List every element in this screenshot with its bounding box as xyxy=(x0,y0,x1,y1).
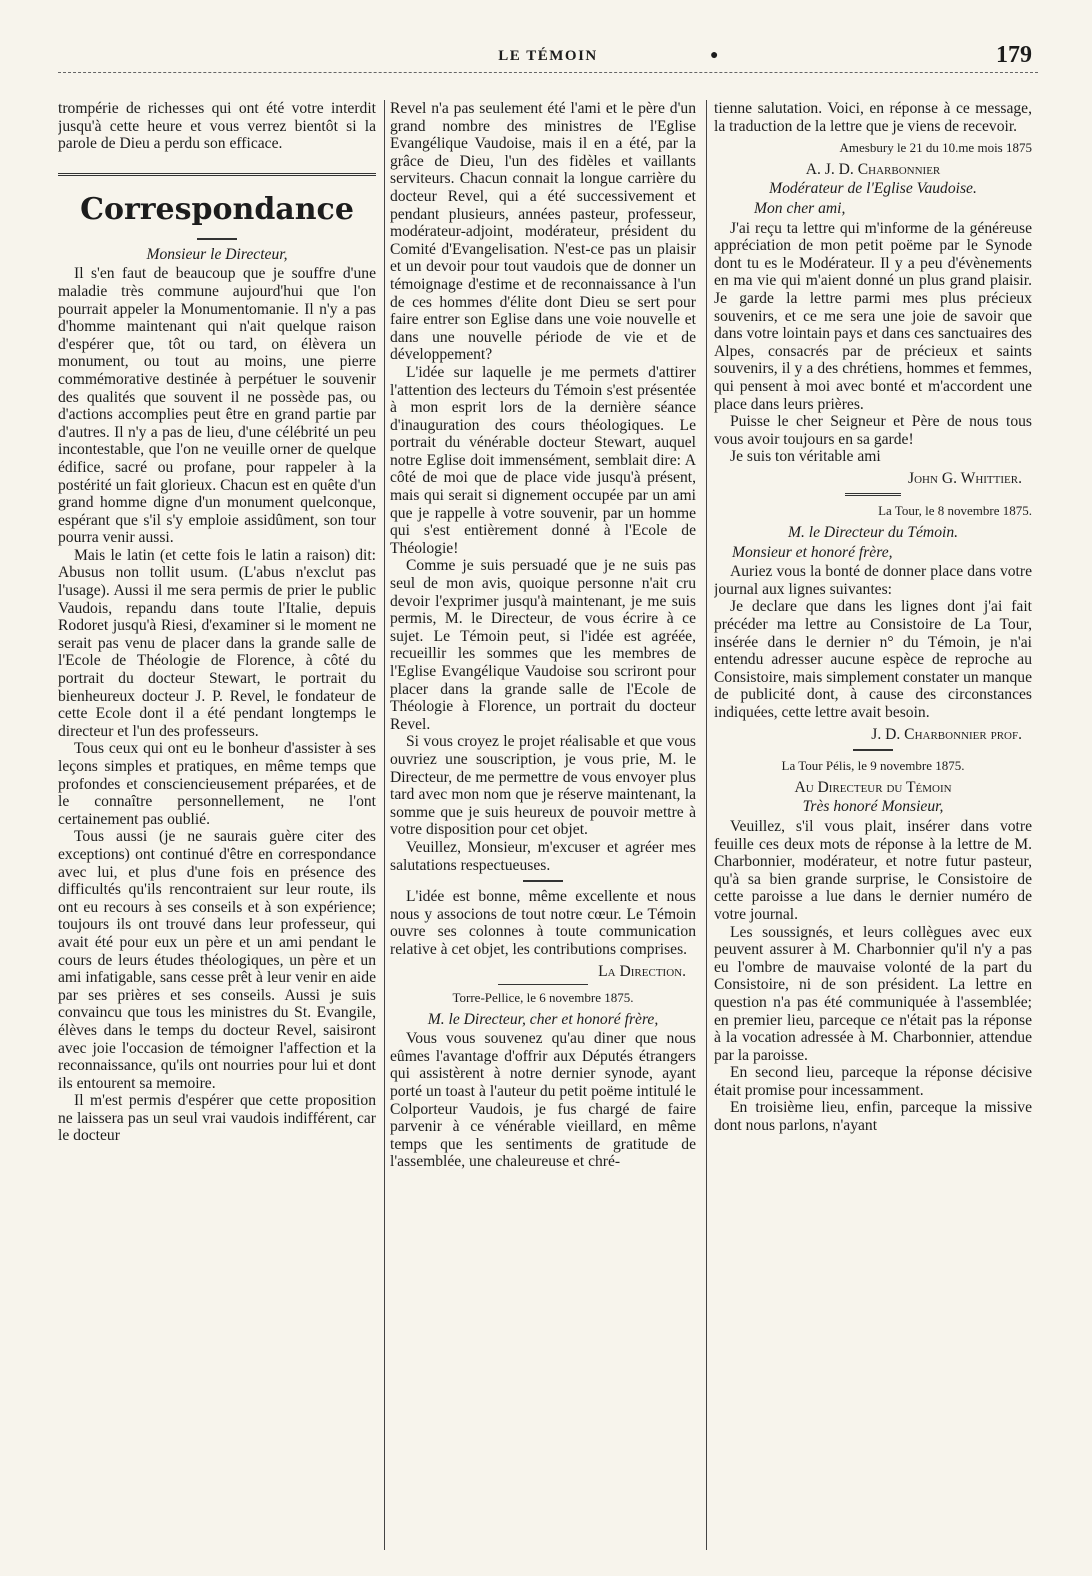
paragraph: Puisse le cher Seigneur et Père de nous tous vous avoir toujours en sa garde! xyxy=(714,413,1032,448)
paragraph: Il s'en faut de beaucoup que je souffre d'une maladie très commune aujourd'hui que l'on pourrait appeler la Monumentomanie. Il n'y a pas d'homme maintenant qui n'ait quelque raison d'espérer que, tôt ou tard, on élèvera un monument, ou tout au moins, une pierre commémorative destinée à perpétuer le souvenir des qualités que souvent il ne possède pas, ou d'actions accomplies peut être en grand partie par d'autres. Il n'y a pas de lieu, d'une célébrité un peu incontestable, que l'on ne veuille orner de quelque édifice, sacré ou profane, pour rappeler à la postérité un fait glorieux. Chacun est en quête d'un grand homme digne d'un monument quelconque, espérant que s'il s'y emploie assidûment, son tour pourra venir aussi. xyxy=(58,265,376,547)
salutation: Monsieur le Directeur, xyxy=(146,245,288,263)
short-rule xyxy=(523,880,563,882)
paragraph: Tous ceux qui ont eu le bonheur d'assister à ses leçons simples et pratiques, en même temps que profondes et consciencieusement préparées, et de le connaître personnellement, ne l'ont certainement pas oublié. xyxy=(58,740,376,828)
dateline: La Tour Pélis, le 9 novembre 1875. xyxy=(781,758,965,774)
paragraph: L'idée est bonne, même excellente et nous nous y associons de tout notre cœur. Le Témoin ouvre ses colonnes à toute communication relative à cet objet, les contributions comprises. xyxy=(390,888,696,958)
paragraph: tienne salutation. Voici, en réponse à ce message, la traduction de la lettre que je viens de recevoir. xyxy=(714,100,1032,135)
paragraph: Tous aussi (je ne saurais guère citer des exceptions) ont continué d'être en correspondance avec lui, et plus d'une fois en présence des difficultés qu'ils rencontraient sur leur route, ils ont eu recours à ses conseils et à son expérience; toujours ils ont trouvé dans leur professeur, qui avait été pour eux un père et un ami pendant le cours de leurs études théologiques, un père et un ami infatigable, sans cesse prêt à leur venir en aide par ses prières et ses conseils. Aussi je suis convaincu que tous les ministres du St. Evangile, élèves dans le temps du docteur Revel, saisiront avec joie l'occasion de témoigner l'affection et la reconnaissance, qu'ils ont nourries pour lui et dont ils entourent sa memoire. xyxy=(58,828,376,1092)
dateline: Torre-Pellice, le 6 novembre 1875. xyxy=(452,990,634,1006)
short-rule xyxy=(853,749,893,751)
paragraph: trompérie de richesses qui ont été votre interdit jusqu'à cette heure et vous verrez bientôt si la parole de Dieu a perdu son efficace. xyxy=(58,100,376,153)
column-2 xyxy=(390,100,696,1550)
column-divider xyxy=(706,100,707,1550)
short-rule xyxy=(845,493,901,496)
paragraph: Auriez vous la bonté de donner place dans votre journal aux lignes suivantes: xyxy=(714,563,1032,598)
section-divider xyxy=(58,173,376,176)
signature: J. D. Charbonnier prof. xyxy=(871,725,1022,743)
masthead-title: LE TÉMOIN xyxy=(498,48,598,64)
addressee: A. J. D. Charbonnier xyxy=(805,160,941,178)
paragraph: Veuillez, s'il vous plait, insérer dans votre feuille ces deux mots de réponse à la lettre de M. Charbonnier, modérateur, et notre futur pasteur, qu'à sa bien grande surprise, le Consistoire de cette paroisse a lue dans le dernier numéro de votre journal. xyxy=(714,817,1032,923)
salutation: Mon cher ami, xyxy=(754,199,846,217)
column-3 xyxy=(714,100,1032,1550)
signature: La Direction. xyxy=(598,962,686,980)
paragraph: J'ai reçu ta lettre qui m'informe de la généreuse appréciation de mon petit poëme par le Synode dont tu es le Modérateur. Il y a peu d'évènements en ma vie qui m'aient donné un plus grand plaisir. Je garde la lettre parmi mes plus précieux souvenirs, et ce me sera une joie de savoir que dans votre lointain pays et dans ces sanctuaires des Alpes, consacrés par de précieux et saints souvenirs, il y a des chrétiens, hommes et femmes, qui pensent à moi avec bonté et m'accordent une place dans leurs prières. xyxy=(714,219,1032,413)
paragraph: Revel n'a pas seulement été l'ami et le père d'un grand nombre des ministres de l'Eglise Evangélique Vaudoise, mais il en a été, par la grâce de Dieu, l'un des fidèles et vaillants serviteurs. Chacun connait la longue carrière du docteur Revel, qui a été successivement et pendant plusieurs, années pasteur, professeur, modérateur-adjoint, modérateur, président du Comité d'Evangelisation. N'est-ce pas un plaisir et un devoir pour tout vaudois que de donner un témoignage d'estime et de reconnaissance à l'un de ces hommes d'élite dont Dieu se sert pour faire entrer son Eglise dans une voie nouvelle et dans une nouvelle période de vie et de développement? xyxy=(390,100,696,364)
salutation: M. le Directeur, cher et honoré frère, xyxy=(427,1010,659,1028)
salutation: Très honoré Monsieur, xyxy=(802,798,944,816)
section-heading: Correspondance xyxy=(80,191,354,227)
short-rule xyxy=(197,238,237,240)
addressee: M. le Directeur du Témoin. xyxy=(787,524,959,542)
paragraph: Comme je suis persuadé que je ne suis pas seul de mon avis, quoique personne n'ait cru devoir l'exprimer jusqu'à maintenant, je me suis permis, M. le Directeur, de vous écrire à ce sujet. Le Témoin peut, si l'idée est agréée, recueillir les sommes que les membres de l'Eglise Evangélique Vaudoise sou scriront pour placer dans la grande salle de l'Ecole de Théologie à Florence, un portrait du docteur Revel. xyxy=(390,557,696,733)
paragraph: Vous vous souvenez qu'au diner que nous eûmes l'avantage d'offrir aux Députés étrangers qui assistèrent à notre dernier synode, ayant porté un toast à l'auteur du petit poëme intitulé le Colporteur Vaudois, je fus chargé de faire parvenir à ce vénérable vieillard, en même temps que les sentiments de gratitude de l'assemblée, une chaleureuse et chré- xyxy=(390,1030,696,1171)
paragraph: Si vous croyez le projet réalisable et que vous ouvriez une souscription, je vous prie, M. le Directeur, de me permettre de vous envoyer plus tard avec mon nom que je réserve maintenant, la somme que je suis heureux de pouvoir mettre à votre disposition pour cet objet. xyxy=(390,733,696,839)
paragraph: L'idée sur laquelle je me permets d'attirer l'attention des lecteurs du Témoin s'est présentée à mon esprit lors de la dernière séance d'inauguration des cours théologiques. Le portrait du vénérable docteur Stewart, auquel notre Eglise doit immensément, semblait dire: A côté de moi que de place vide jusqu'à présent, mais qui serait si dignement occupée par un ami que je rappelle à votre souvenir, par un homme qui s'est entièrement donné à l'Ecole de Théologie! xyxy=(390,363,696,557)
addressee-title: Modérateur de l'Eglise Vaudoise. xyxy=(769,180,977,198)
paragraph: Je suis ton véritable ami xyxy=(730,448,881,466)
paragraph: En troisième lieu, enfin, parceque la missive dont nous parlons, n'ayant xyxy=(714,1099,1032,1135)
short-rule xyxy=(498,984,588,985)
page-header xyxy=(58,42,1038,73)
dateline: La Tour, le 8 novembre 1875. xyxy=(878,503,1032,519)
paragraph: Il m'est permis d'espérer que cette proposition ne laissera pas un seul vrai vaudois indifférent, car le docteur xyxy=(58,1092,376,1145)
addressee: Au Directeur du Témoin xyxy=(794,778,952,796)
dateline: Amesbury le 21 du 10.me mois 1875 xyxy=(839,140,1032,156)
column-divider xyxy=(384,100,385,1550)
paragraph: En second lieu, parceque la réponse décisive était promise pour incessamment. xyxy=(714,1064,1032,1099)
page-number: 179 xyxy=(996,42,1032,68)
paragraph: Mais le latin (et cette fois le latin a raison) dit: Abusus non tollit usum. (L'abus n'exclut pas l'usage). Aussi il me sera permis de prier le public Vaudois, repandu dans toute l'Italie, depuis Rodoret jusqu'à Riesi, d'examiner si le moment ne serait pas venu de placer dans la grande salle de l'Ecole de Théologie de Florence, à côté du portrait du docteur Stewart, le portrait du bienheureux docteur J. P. Revel, le fondateur de cette Ecole dont il a été pendant longtemps le directeur et l'un des professeurs. xyxy=(58,546,376,740)
salutation: Monsieur et honoré frère, xyxy=(732,543,893,561)
paragraph: Les soussignés, et leurs collègues avec eux peuvent assurer à M. Charbonnier qu'il n'y a pas eu l'ombre de mauvaise volonté de la part du Consistoire, ni de son président. La lettre en question n'a pas été communiquée à l'assemblée; en premier lieu, parceque ce n'était pas la réponse à la vocation adressée à M. Charbonnier, attendue par la paroisse. xyxy=(714,923,1032,1064)
column-1 xyxy=(58,100,376,1550)
ornament-icon: ● xyxy=(710,48,719,63)
paragraph: Veuillez, Monsieur, m'excuser et agréer mes salutations respectueuses. xyxy=(390,838,696,874)
signature: John G. Whittier. xyxy=(908,469,1022,487)
paragraph: Je declare que dans les lignes dont j'ai fait précéder ma lettre au Consistoire de La Tour, insérée dans le dernier n° du Témoin, je n'ai entendu adresser aucune espèce de reproche au Consistoire, mais simplement constater un manque de publicité dont, à cause des circonstances indiquées, cette lettre avait besoin. xyxy=(714,598,1032,721)
